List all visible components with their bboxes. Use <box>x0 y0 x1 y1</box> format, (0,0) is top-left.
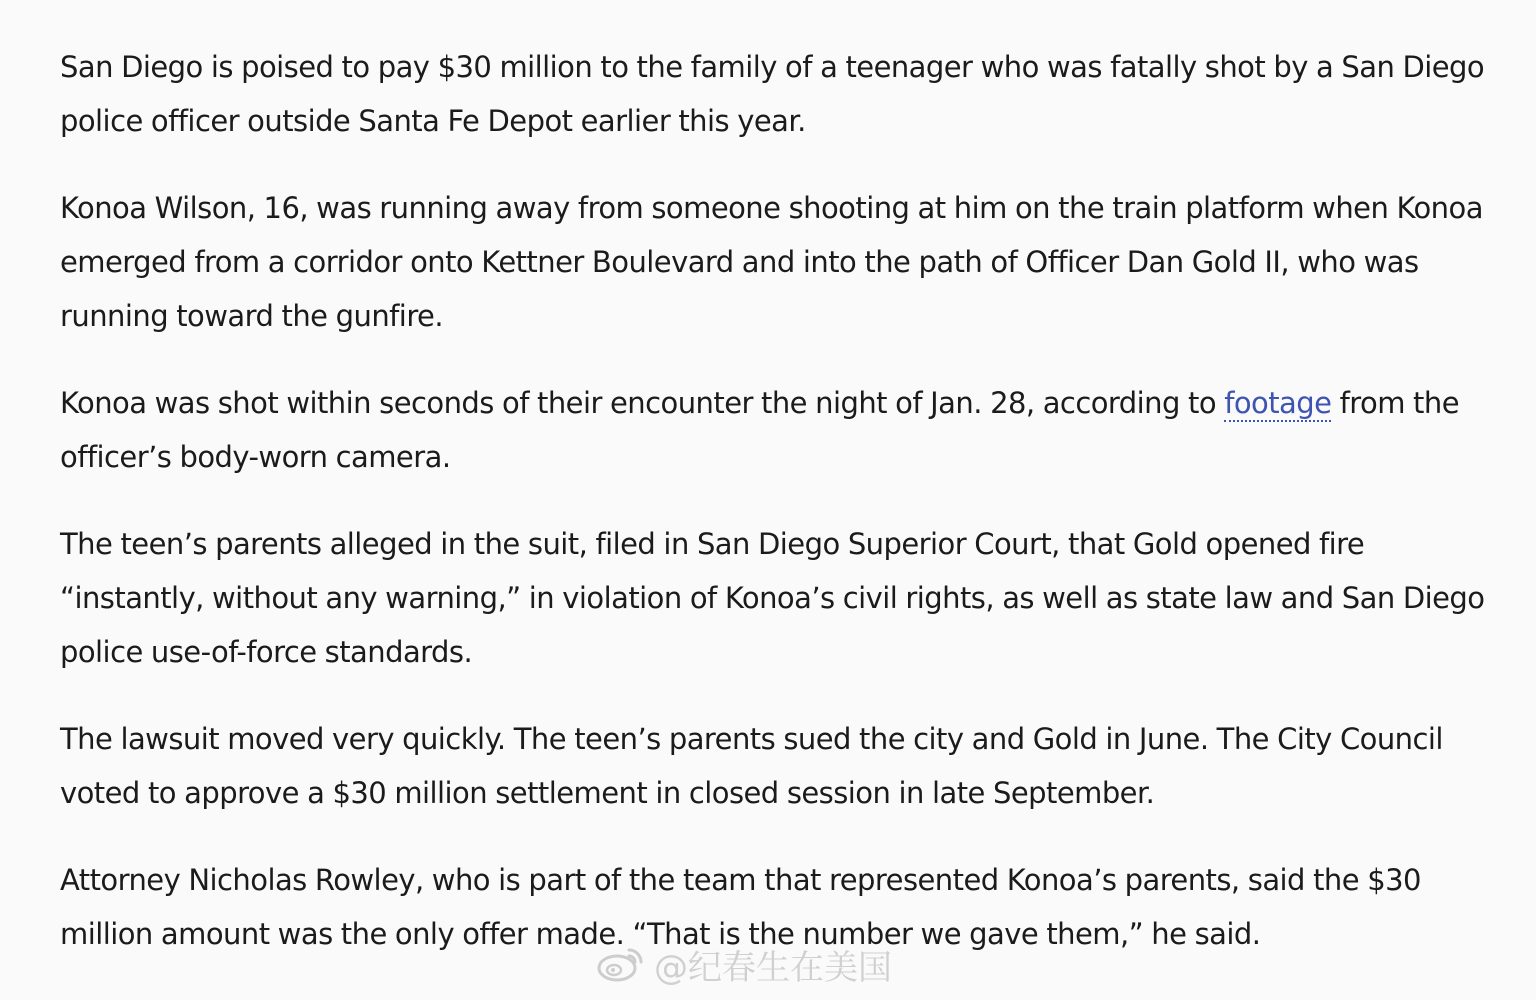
paragraph-3-text-before: Konoa was shot within seconds of their encounter the night of Jan. 28, according to <box>60 386 1225 420</box>
paragraph-5: The lawsuit moved very quickly. The teen’s parents sued the city and Gold in June. The City Council voted to approve a $30 million settlement in closed session in late September. <box>60 722 1443 810</box>
paragraph-1: San Diego is poised to pay $30 million to the family of a teenager who was fatally shot by a San Diego police officer outside Santa Fe Depot earlier this year. <box>60 50 1485 138</box>
paragraph-2: Konoa Wilson, 16, was running away from someone shooting at him on the train platform when Konoa emerged from a corridor onto Kettner Boulevard and into the path of Officer Dan Gold II, who was running toward the gunfire. <box>60 191 1483 333</box>
paragraph-3 <box>60 376 1500 484</box>
watermark-text: @纪春生在美国 <box>654 947 892 988</box>
paragraph-4: The teen’s parents alleged in the suit, filed in San Diego Superior Court, that Gold opened fire “instantly, without any warning,” in violation of Konoa’s civil rights, as well as state law and San Diego police use-of-force standards. <box>60 527 1485 669</box>
paragraph-6: Attorney Nicholas Rowley, who is part of the team that represented Konoa’s parents, said the $30 million amount was the only offer made. “That is the number we gave them,” he said. <box>60 863 1421 951</box>
paragraph-3-text-after: from the officer’s body-worn camera. <box>60 386 1460 474</box>
footage-link[interactable]: footage <box>1224 386 1332 420</box>
article-body <box>60 40 1500 994</box>
